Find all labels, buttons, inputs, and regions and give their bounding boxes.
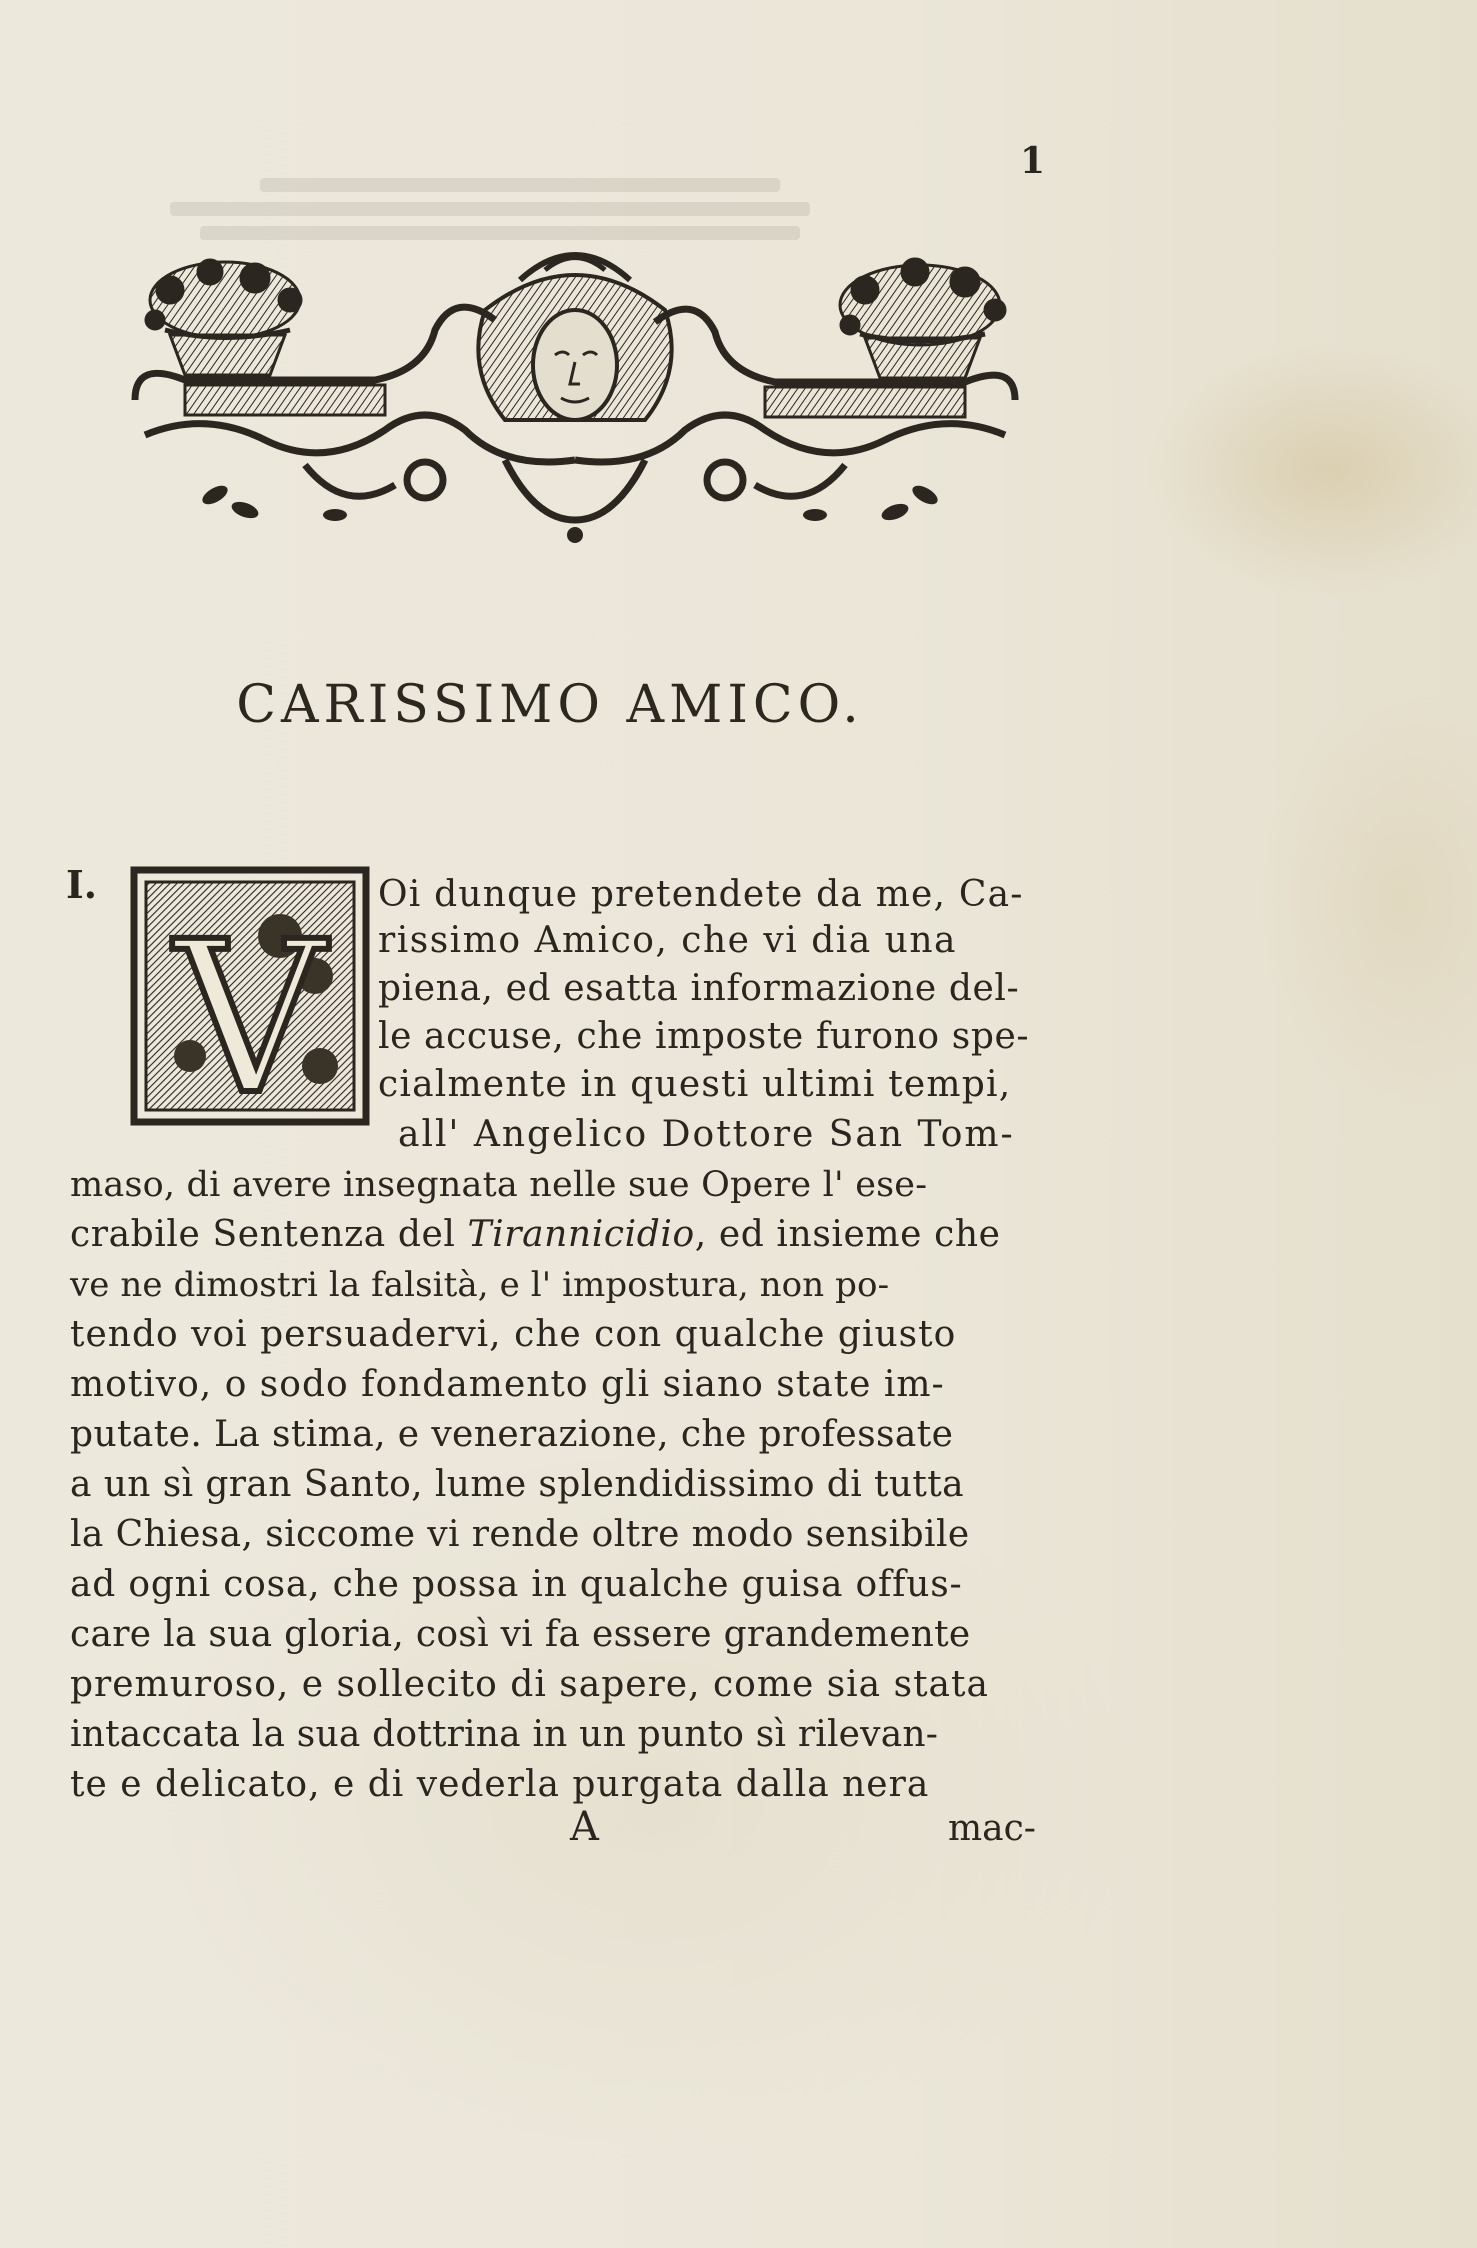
text-line-8: [70, 1210, 1001, 1260]
leaf-sprigs: [199, 482, 940, 543]
text-line-19: te e delicato, e di vederla purgata dalla nera: [70, 1764, 930, 1805]
drop-cap-letter: V: [174, 896, 326, 1126]
central-mask: [478, 255, 671, 420]
section-number: I.: [66, 862, 98, 907]
right-flower-basket: [840, 258, 1006, 378]
text-line-7: maso, di avere insegnata nelle sue Opere l' ese-: [70, 1165, 928, 1205]
ornamental-headpiece: [125, 250, 1025, 550]
catchword: mac-: [948, 1808, 1036, 1849]
text-line-17: premuroso, e sollecito di sapere, come sia stata: [70, 1664, 989, 1705]
page-number: 1: [1020, 140, 1046, 182]
text-line-1: Oi dunque pretendete da me, Ca-: [378, 874, 1024, 915]
text-line-8-end: , ed insieme che: [694, 1214, 1001, 1255]
left-flower-basket: [145, 259, 302, 375]
text-line-9: ve ne dimostri la falsità, e l' impostura, non po-: [70, 1265, 890, 1305]
text-line-3: piena, ed esatta informazione del-: [378, 968, 1020, 1009]
text-line-10: tendo voi persuadervi, che con qualche giusto: [70, 1314, 957, 1355]
text-line-12: putate. La stima, e venerazione, che professate: [70, 1414, 954, 1455]
text-line-16: care la sua gloria, così vi fa essere grandemente: [70, 1614, 971, 1655]
text-line-15: ad ogni cosa, che possa in qualche guisa offus-: [70, 1564, 963, 1605]
text-line-8-start: crabile Sentenza del: [70, 1214, 456, 1255]
text-line-6: all' Angelico Dottore San Tom-: [398, 1114, 1015, 1155]
text-line-18: intaccata la sua dottrina in un punto sì rilevan-: [70, 1714, 939, 1755]
text-line-5: cialmente in questi ultimi tempi,: [378, 1064, 1012, 1105]
text-line-2: rissimo Amico, che vi dia una: [378, 920, 957, 961]
text-line-13: a un sì gran Santo, lume splendidissimo di tutta: [70, 1464, 965, 1505]
signature-mark: A: [570, 1804, 599, 1850]
italic-term: Tirannicidio: [467, 1214, 695, 1255]
page-title: CARISSIMO AMICO.: [236, 675, 864, 735]
decorated-initial: [130, 866, 370, 1126]
text-line-14: la Chiesa, siccome vi rende oltre modo sensibile: [70, 1514, 970, 1555]
text-line-4: le accuse, che imposte furono spe-: [378, 1016, 1030, 1057]
text-line-11: motivo, o sodo fondamento gli siano state im-: [70, 1364, 945, 1405]
